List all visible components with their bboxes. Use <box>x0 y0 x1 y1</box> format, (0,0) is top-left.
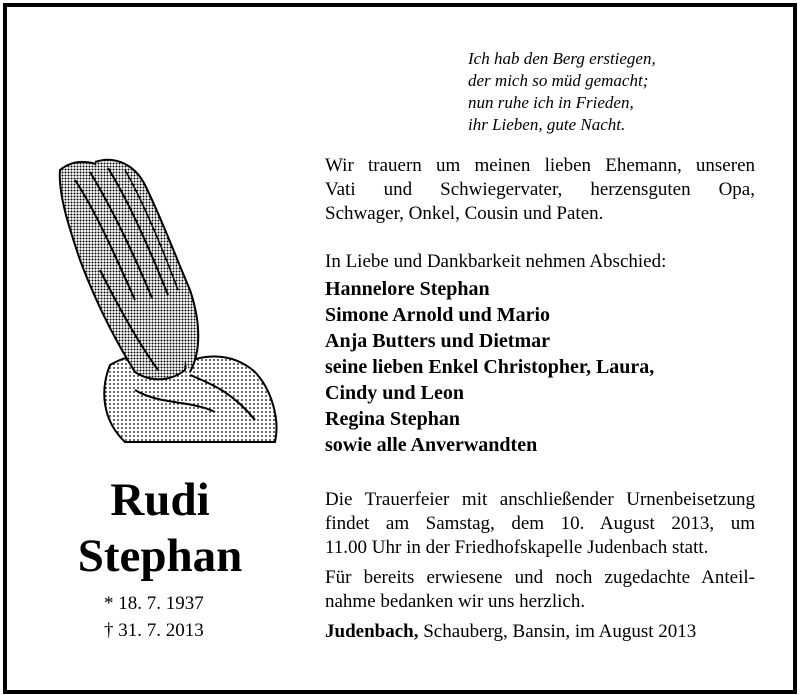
poem-line-2: der mich so müd gemacht; <box>468 71 649 90</box>
mourner-5: Cindy und Leon <box>325 382 464 404</box>
intro-line-2: Vati und Schwiegervater, herzensguten Opa, <box>325 179 755 200</box>
mourner-7: sowie alle Anverwandten <box>325 434 538 456</box>
closing-place: Judenbach, <box>325 621 419 642</box>
mourner-2: Simone Arnold und Mario <box>325 304 551 326</box>
mourning-intro <box>325 154 755 226</box>
death-date: † 31. 7. 2013 <box>104 620 204 641</box>
funeral-line-2: findet am Samstag, dem 10. August 2013, um <box>325 513 755 534</box>
poem-line-3: nun ruhe ich in Frieden, <box>468 93 634 112</box>
farewell-line: In Liebe und Dankbarkeit nehmen Abschied: <box>325 251 667 272</box>
funeral-line-1: Die Trauerfeier mit anschließender Urnenbeisetzung <box>325 489 755 510</box>
intro-line-3: Schwager, Onkel, Cousin und Paten. <box>325 203 604 224</box>
deceased-first-name: Rudi <box>110 474 210 526</box>
poem <box>468 48 656 136</box>
closing-line <box>325 620 755 644</box>
funeral-line-3: 11.00 Uhr in der Friedhofskapelle Judenbach statt. <box>325 537 709 558</box>
praying-hands-icon <box>40 150 280 445</box>
intro-line-1: Wir trauern um meinen lieben Ehemann, unseren <box>325 155 755 176</box>
deceased-last-name: Stephan <box>77 530 243 582</box>
poem-line-1: Ich hab den Berg erstiegen, <box>468 49 656 68</box>
mourner-4: seine lieben Enkel Christopher, Laura, <box>325 356 655 378</box>
mourner-3: Anja Butters und Dietmar <box>325 330 550 352</box>
mourner-6: Regina Stephan <box>325 408 461 430</box>
mourners-list <box>325 276 755 458</box>
mourner-1: Hannelore Stephan <box>325 278 490 300</box>
thanks-line-2: nahme bedanken wir uns herzlich. <box>325 591 586 612</box>
poem-line-4: ihr Lieben, gute Nacht. <box>468 115 626 134</box>
thanks-notice <box>325 566 755 614</box>
thanks-line-1: Für bereits erwiesene und noch zugedachte Anteil- <box>325 567 755 588</box>
birth-date: * 18. 7. 1937 <box>104 593 204 614</box>
closing-rest: Schauberg, Bansin, im August 2013 <box>418 621 697 642</box>
funeral-notice <box>325 488 755 560</box>
